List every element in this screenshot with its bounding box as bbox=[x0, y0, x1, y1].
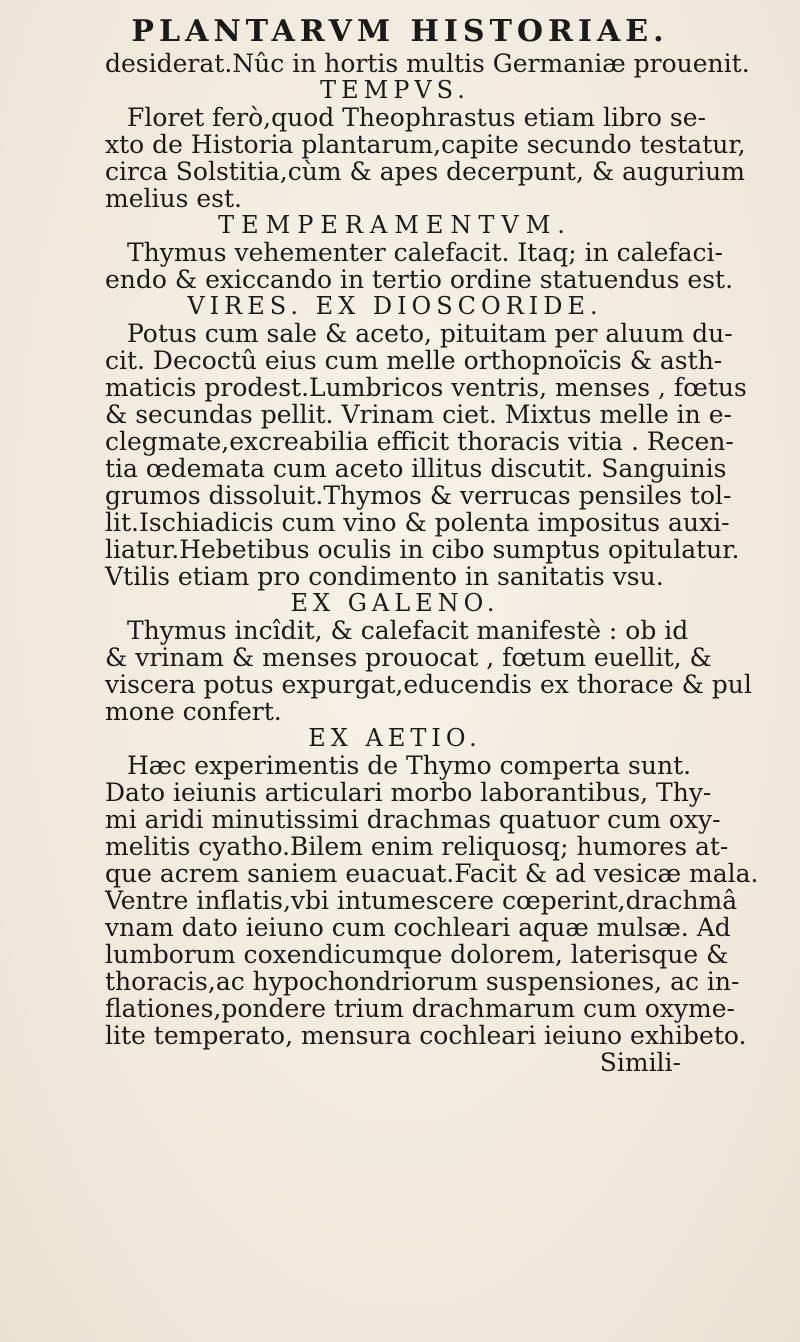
text-line: & secundas pellit. Vrinam ciet. Mixtus melle in e- bbox=[105, 400, 732, 429]
text-line: & vrinam & menses prouocat , fœtum euellit, & bbox=[105, 643, 712, 672]
text-line: liatur.Hebetibus oculis in cibo sumptus opitulatur. bbox=[105, 535, 740, 564]
text-line: grumos dissoluit.Thymos & verrucas pensiles tol- bbox=[105, 481, 732, 510]
section-heading-galen: EX GALENO. bbox=[290, 589, 500, 617]
text-line: Ventre inflatis,vbi intumescere cœperint,drachmâ bbox=[105, 886, 738, 915]
text-line: maticis prodest.Lumbricos ventris, menses , fœtus bbox=[105, 373, 747, 402]
text-line: viscera potus expurgat,educendis ex thorace & pul bbox=[105, 670, 752, 699]
text-line: Potus cum sale & aceto, pituitam per aluum du- bbox=[127, 319, 733, 348]
text-line: Hæc experimentis de Thymo comperta sunt. bbox=[127, 751, 692, 780]
text-line: Thymus incîdit, & calefacit manifestè : ob id bbox=[127, 616, 689, 645]
text-line: vnam dato ieiuno cum cochleari aquæ mulsæ. Ad bbox=[105, 913, 731, 942]
section-heading-tempus: TEMPVS. bbox=[320, 76, 470, 104]
running-head: PLANTARVM HISTORIAE. bbox=[131, 14, 669, 49]
text-line: lumborum coxendicumque dolorem, laterisque & bbox=[105, 940, 729, 969]
text-line: xto de Historia plantarum,capite secundo testatur, bbox=[105, 130, 746, 159]
text-line: endo & exiccando in tertio ordine statuendus est. bbox=[105, 265, 734, 294]
text-line: Dato ieiunis articulari morbo laborantibus, Thy- bbox=[105, 778, 712, 807]
section-heading-aetius: EX AETIO. bbox=[308, 724, 482, 752]
text-line: thoracis,ac hypochondriorum suspensiones, ac in- bbox=[105, 967, 740, 996]
section-heading-dioscorides: VIRES. EX DIOSCORIDE. bbox=[187, 292, 603, 320]
text-line: desiderat.Nûc in hortis multis Germaniæ prouenit. bbox=[105, 49, 750, 78]
text-line: que acrem saniem euacuat.Facit & ad vesicæ mala. bbox=[105, 859, 759, 888]
text-line: lit.Ischiadicis cum vino & polenta impositus auxi- bbox=[105, 508, 730, 537]
text-line: melius est. bbox=[105, 184, 242, 213]
catchword: Simili- bbox=[599, 1048, 681, 1077]
text-line: circa Solstitia,cùm & apes decerpunt, & augurium bbox=[105, 157, 745, 186]
text-line: mone confert. bbox=[105, 697, 282, 726]
text-line: clegmate,excreabilia efficit thoracis vitia . Recen- bbox=[105, 427, 734, 456]
section-heading-temperamentum: TEMPERAMENTVM. bbox=[218, 211, 572, 239]
text-line: tia œdemata cum aceto illitus discutit. Sanguinis bbox=[105, 454, 727, 483]
text-line: lite temperato, mensura cochleari ieiuno exhibeto. bbox=[105, 1021, 747, 1050]
text-column bbox=[105, 49, 759, 1077]
text-line: mi aridi minutissimi drachmas quatuor cum oxy- bbox=[105, 805, 721, 834]
text-line: Thymus vehementer calefacit. Itaq; in calefaci- bbox=[127, 238, 723, 267]
text-line: Vtilis etiam pro condimento in sanitatis vsu. bbox=[105, 562, 664, 591]
text-line: flationes,pondere trium drachmarum cum oxyme- bbox=[105, 994, 735, 1023]
text-line: cit. Decoctû eius cum melle orthopnoïcis & asth- bbox=[105, 346, 723, 375]
text-line: melitis cyatho.Bilem enim reliquosq; humores at- bbox=[105, 832, 729, 861]
text-line: Floret ferò,quod Theophrastus etiam libro se- bbox=[127, 103, 706, 132]
